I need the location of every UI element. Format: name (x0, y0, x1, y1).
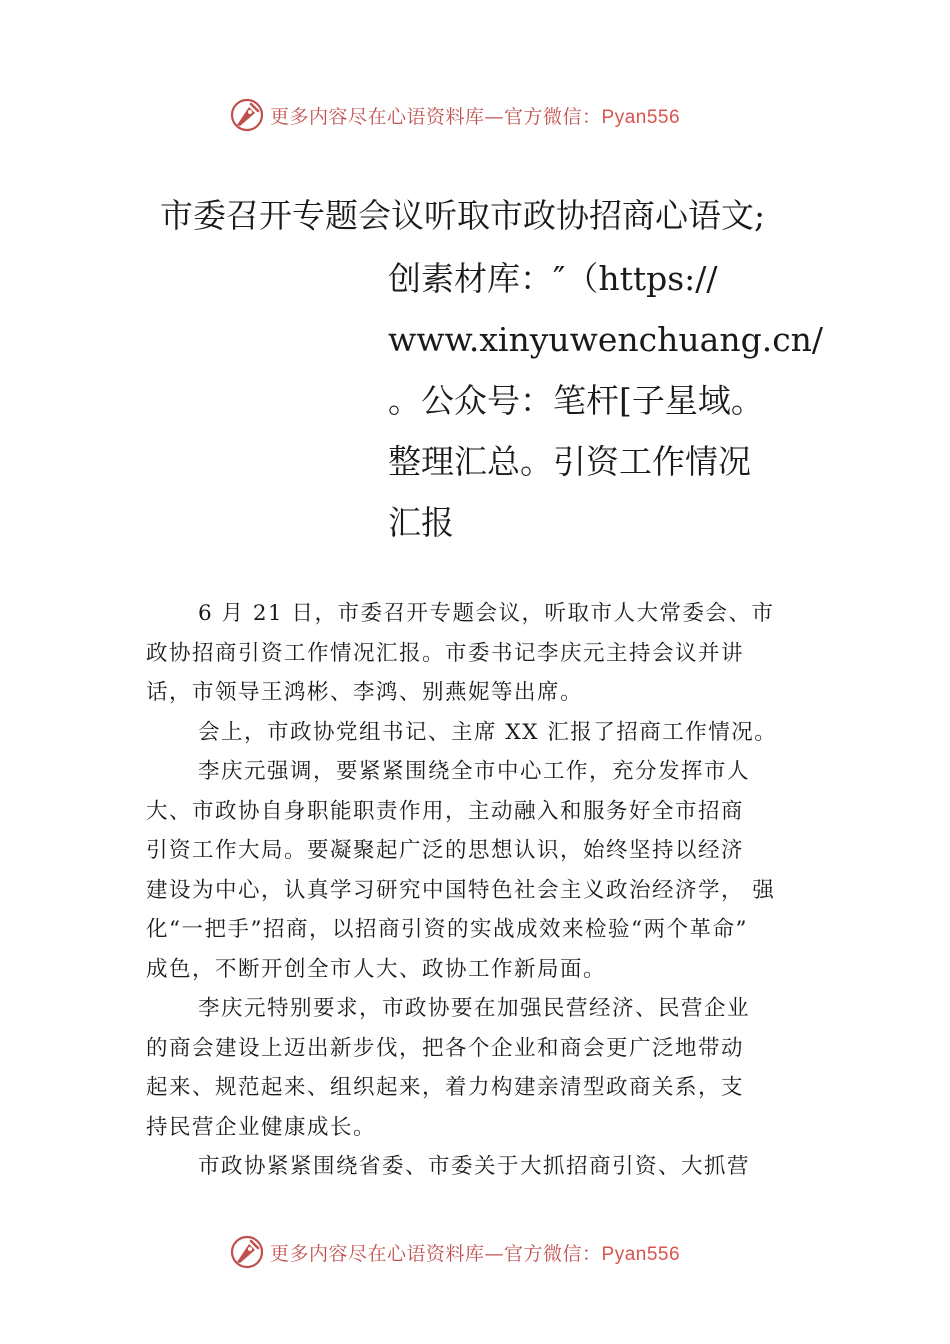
header-banner (230, 95, 750, 135)
body-line: 市政协紧紧围绕省委、市委关于大抓招商引资、大抓营 (198, 1154, 751, 1179)
body-line: 化“一把手”招商，以招商引资的实战成效来检验“两个革命” (146, 917, 748, 942)
document-body (146, 594, 818, 1187)
body-line: 持民营企业健康成长。 (146, 1114, 377, 1140)
body-line: 6 月 21 日，市委召开专题会议，听取市人大常委会、市 (198, 601, 775, 626)
footer-banner-text (270, 1239, 680, 1266)
pen-nib-logo-icon (230, 1235, 264, 1269)
body-line: 引资工作大局。要凝聚起广泛的思想认识，始终坚持以经济 (146, 838, 745, 863)
document-title-continued (388, 248, 824, 553)
header-banner-handle: Pyan556 (601, 106, 681, 128)
body-line: 会上，市政协党组书记、主席 XX 汇报了招商工作情况。 (198, 719, 778, 745)
footer-banner (230, 1232, 750, 1272)
body-line: 建设为中心，认真学习研究中国特色社会主义政治经济学， 强 (146, 877, 776, 903)
body-line: 起来、规范起来、组织起来，着力构建亲清型政商关系，支 (146, 1075, 745, 1100)
body-line: 李庆元特别要求，市政协要在加强民营经济、民营企业 (198, 996, 751, 1021)
title-line: 。公众号：笔杆[子星域。 (388, 381, 764, 420)
body-line: 话，市领导王鸿彬、李鸿、别燕妮等出席。 (146, 680, 584, 705)
header-banner-label: 更多内容尽在心语资料库—官方微信： (270, 105, 602, 128)
header-banner-text (270, 102, 680, 129)
footer-banner-handle: Pyan556 (601, 1243, 681, 1265)
body-line: 大、市政协自身职能职责作用，主动融入和服务好全市招商 (146, 798, 745, 824)
title-line: 整理汇总。引资工作情况 (388, 442, 751, 481)
body-line: 李庆元强调，要紧紧围绕全市中心工作，充分发挥市人 (198, 759, 751, 784)
body-line: 的商会建设上迈出新步伐，把各个企业和商会更广泛地带动 (146, 1035, 745, 1061)
title-line: 创素材库：″（https:// (388, 259, 718, 298)
pen-nib-logo-icon (230, 98, 264, 132)
title-line: www.xinyuwenchuang.cn/ (388, 320, 824, 359)
body-line: 政协招商引资工作情况汇报。市委书记李庆元主持会议并讲 (146, 640, 745, 666)
title-line: 汇报 (388, 503, 454, 542)
document-title-line-1: 市委召开专题会议听取市政协招商心语文; (160, 196, 766, 235)
footer-banner-label: 更多内容尽在心语资料库—官方微信： (270, 1242, 602, 1265)
body-line: 成色，不断开创全市人大、政协工作新局面。 (146, 956, 607, 982)
